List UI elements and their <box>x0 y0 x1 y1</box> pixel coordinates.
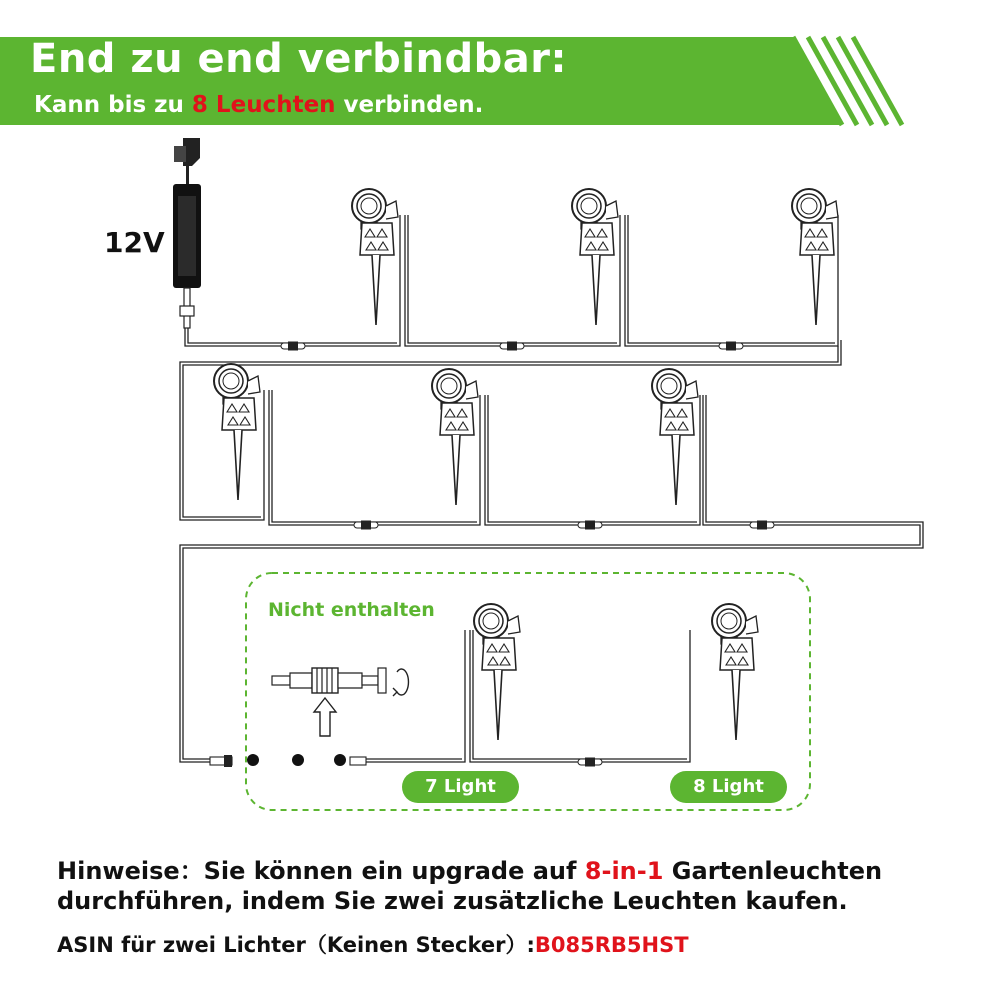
up-arrow-icon <box>314 698 336 736</box>
light-8-badge: 8 Light <box>670 771 787 803</box>
spotlight-icon <box>712 604 758 740</box>
banner-subtitle <box>34 92 483 118</box>
banner-title: End zu end verbindbar: <box>30 36 567 82</box>
cable-end-plug <box>210 755 232 767</box>
spotlight-icon <box>572 189 618 325</box>
note-line-1-suffix: Gartenleuchten <box>663 857 883 885</box>
asin-code: B085RB5HST <box>534 933 689 957</box>
spotlight-icon <box>792 189 838 325</box>
spotlight-icon <box>432 369 478 505</box>
note-line-3-prefix: ASIN für zwei Lichter（Keinen Stecker）: <box>57 933 535 957</box>
not-included-label: Nicht enthalten <box>268 599 435 621</box>
continuation-dots <box>247 754 346 766</box>
note-line-2: durchführen, indem Sie zwei zusätzliche Leuchten kaufen. <box>57 887 848 915</box>
spotlight-icon <box>352 189 398 325</box>
voltage-label: 12V <box>104 226 165 259</box>
banner-subtitle-suffix: verbinden. <box>335 92 484 118</box>
eu-plug-icon <box>174 138 200 184</box>
spotlight-icon <box>474 604 520 740</box>
banner-subtitle-prefix: Kann bis zu <box>34 92 192 118</box>
note-line-3 <box>57 929 689 959</box>
connector-illustration <box>272 668 386 693</box>
note-line-1-prefix: Hinweise：Sie können ein upgrade auf <box>57 857 585 885</box>
rotate-arrow-icon <box>393 669 408 696</box>
spotlight-icon <box>214 364 260 500</box>
light-7-badge: 7 Light <box>402 771 519 803</box>
note-line-1 <box>57 851 882 886</box>
power-adapter-icon <box>173 184 201 328</box>
banner-subtitle-highlight: 8 Leuchten <box>191 92 336 118</box>
cable-end-socket <box>350 757 366 765</box>
spotlight-icon <box>652 369 698 505</box>
note-highlight-8-in-1: 8-in-1 <box>584 857 664 885</box>
